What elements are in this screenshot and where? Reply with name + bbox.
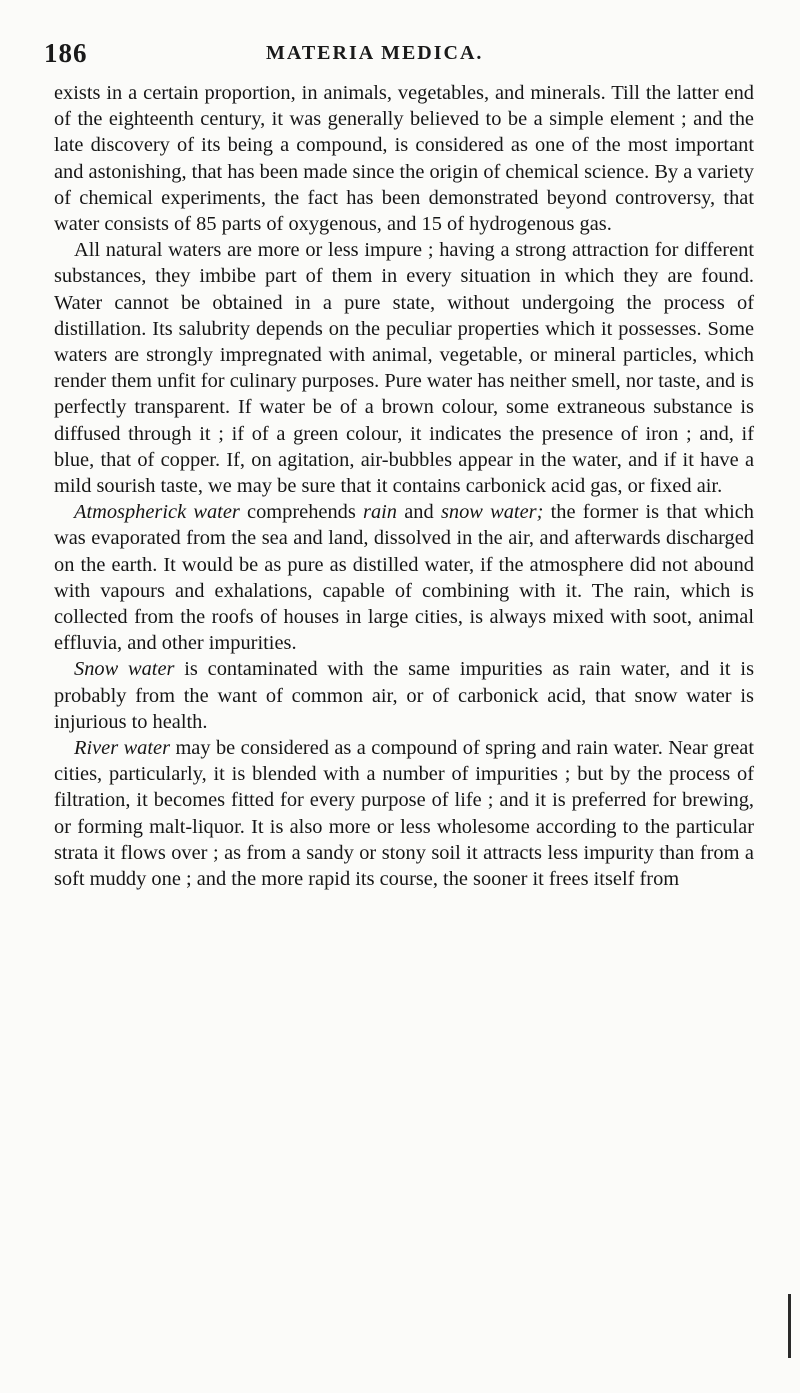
paragraph-natural-waters: All natural waters are more or less impure ; having a strong attraction for different substances, they imbibe part of them in every situation in which they are found. Water cannot be obtained in a pure state, without undergoing the process of distillation. Its salubrity depends on the peculiar properties which it possesses. Some waters are strongly impregnated with animal, vegetable, or mineral particles, which render them unfit for culinary purposes. Pure water has neither smell, nor taste, and is perfectly transparent. If water be of a brown colour, some extraneous substance is diffused through it ; if of a green colour, it indicates the presence of iron ; and, if blue, that of copper. If, on agitation, air-bubbles appear in the water, and if it have a mild sourish taste, we may be sure that it contains carbonick acid gas, or fixed air. xyxy=(54,239,754,498)
term-snow-water-heading: Snow water xyxy=(74,658,175,681)
term-atmospherick-water: Atmospherick water xyxy=(74,501,240,524)
margin-mark xyxy=(788,1294,791,1358)
paragraph-atmospherick-water xyxy=(54,499,754,656)
paragraph-text: and xyxy=(397,501,441,524)
paragraph-snow-water xyxy=(54,656,754,735)
paragraph-river-water xyxy=(54,735,754,892)
term-river-water: River water xyxy=(74,737,171,760)
paragraph-text: the former is that which was evaporated from the sea and land, dissolved in the air, and afterwards discharged on the earth. It would be as pure as distilled water, if the atmosphere did not abound with vapours and exhalations, capable of combining with it. The rain, which is collected from the roofs of houses in large cities, is always mixed with soot, animal effluvia, and other impurities. xyxy=(54,501,754,655)
body-text xyxy=(54,80,754,892)
paragraph-text: is contaminated with the same impurities as rain water, and it is probably from the want of common air, or of carbonick acid, that snow water is injurious to health. xyxy=(54,658,754,733)
book-title: MATERIA MEDICA. xyxy=(266,42,484,64)
paragraph-text: may be considered as a compound of spring and rain water. Near great cities, particularly, it is blended with a number of impurities ; but by the process of filtration, it becomes fitted for every purpose of life ; and it is preferred for brewing, or forming malt-liquor. It is also more or less wholesome according to the particular strata it flows over ; as from a sandy or stony soil it attracts less impurity than from a soft muddy one ; and the more rapid its course, the sooner it frees itself from xyxy=(54,737,754,891)
term-rain: rain xyxy=(363,501,398,524)
paragraph-water-composition: exists in a certain proportion, in animals, vegetables, and minerals. Till the latter end of the eighteenth century, it was generally believed to be a simple element ; and the late discovery of its being a compound, is considered as one of the most important and astonishing, that has been made since the origin of chemical science. By a variety of chemical experiments, the fact has been demonstrated beyond controversy, that water consists of 85 parts of oxygenous, and 15 of hydrogenous gas. xyxy=(54,82,754,236)
paragraph-text: comprehends xyxy=(239,501,364,524)
page-number: 186 xyxy=(44,38,88,68)
term-snow-water: snow water; xyxy=(440,501,544,524)
running-head xyxy=(44,38,744,78)
